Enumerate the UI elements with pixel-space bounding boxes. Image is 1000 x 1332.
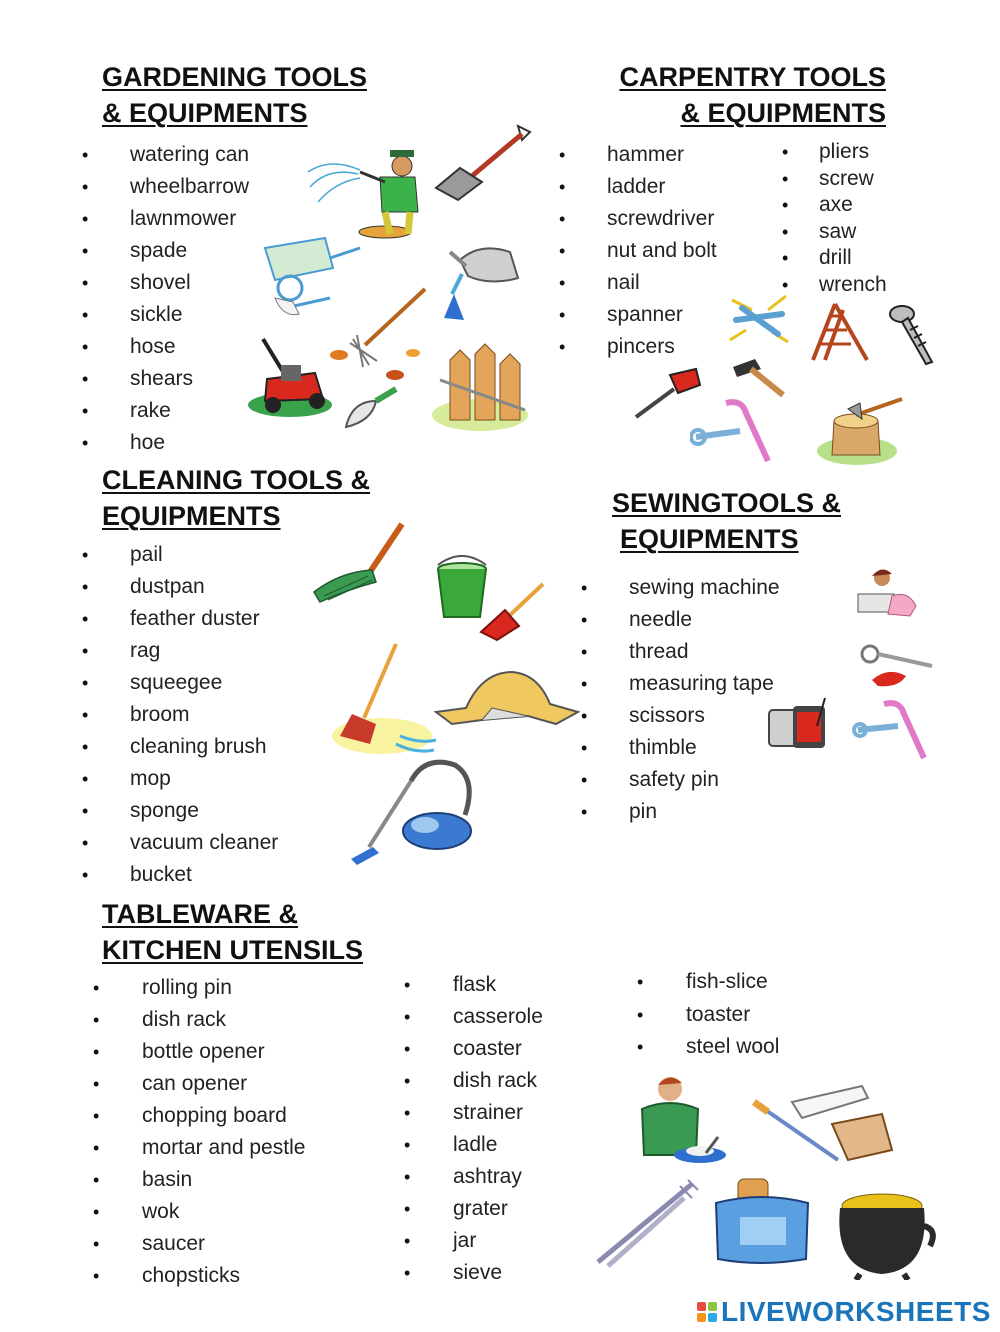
list-item: • strainer: [453, 1097, 543, 1129]
list-item: • screw: [819, 166, 887, 193]
list-item: • toaster: [686, 999, 779, 1032]
list-item: • bottle opener: [142, 1036, 305, 1068]
list-item: • saw: [819, 219, 887, 246]
gardening-title-line2: & EQUIPMENTS: [102, 98, 308, 128]
list-item: • screwdriver: [607, 203, 717, 235]
list-item: • wrench: [819, 272, 887, 299]
list-item: • hose: [130, 331, 249, 363]
dustpan-icon: [475, 580, 547, 642]
list-item: • watering can: [130, 139, 249, 171]
list-item: • sewing machine: [629, 572, 780, 604]
list-item: • vacuum cleaner: [130, 827, 278, 859]
list-item: • thimble: [629, 732, 780, 764]
list-item: • dustpan: [130, 571, 278, 603]
logo-mark-icon: [697, 1302, 717, 1322]
list-item: • dish rack: [453, 1065, 543, 1097]
scissors-icon: [858, 640, 936, 690]
sewing-heading: [612, 485, 841, 557]
list-item: • hoe: [130, 427, 249, 459]
list-item: • spade: [130, 235, 249, 267]
list-item: • sieve: [453, 1257, 543, 1289]
list-item: • sponge: [130, 795, 278, 827]
logo-text: LIVEWORKSHEETS: [721, 1296, 991, 1327]
sewing-machine-icon: [852, 566, 920, 618]
list-item: • ladle: [453, 1129, 543, 1161]
cleaning-title-line1: CLEANING TOOLS &: [102, 465, 371, 495]
kitchen-list-col2: [453, 969, 543, 1289]
list-item: • basin: [142, 1164, 305, 1196]
thread-spool-icon: [765, 696, 835, 752]
list-item: • safety pin: [629, 764, 780, 796]
wrench-icon: [690, 395, 780, 470]
list-item: • can opener: [142, 1068, 305, 1100]
gardening-list: [130, 139, 249, 459]
list-item: • shears: [130, 363, 249, 395]
list-item: • pail: [130, 539, 278, 571]
list-item: • thread: [629, 636, 780, 668]
list-item: • grater: [453, 1193, 543, 1225]
sewing-title-line1: SEWINGTOOLS &: [612, 488, 842, 518]
axe-icon: [812, 385, 907, 467]
list-item: • flask: [453, 969, 543, 1001]
list-item: • drill: [819, 245, 887, 272]
list-item: • cleaning brush: [130, 731, 278, 763]
logo-mark-square: [708, 1302, 717, 1311]
kitchen-list-col3: [686, 966, 779, 1064]
ladder-icon: [805, 300, 875, 362]
list-item: • wheelbarrow: [130, 171, 249, 203]
sewing-list: [629, 572, 780, 828]
gardener-watering-icon: [300, 142, 430, 242]
list-item: • ashtray: [453, 1161, 543, 1193]
list-item: • pliers: [819, 139, 887, 166]
watering-can-icon: [440, 238, 525, 328]
list-item: • feather duster: [130, 603, 278, 635]
list-item: • wok: [142, 1196, 305, 1228]
list-item: • steel wool: [686, 1031, 779, 1064]
list-item: • needle: [629, 604, 780, 636]
logo-mark-square: [708, 1313, 717, 1322]
kitchen-title-line2: KITCHEN UTENSILS: [102, 935, 364, 965]
list-item: • lawnmower: [130, 203, 249, 235]
list-item: • measuring tape: [629, 668, 780, 700]
kitchen-list-col1: [142, 972, 305, 1292]
rag-icon: [432, 668, 580, 728]
logo-mark-square: [697, 1313, 706, 1322]
list-item: • nut and bolt: [607, 235, 717, 267]
screw-icon: [888, 300, 938, 368]
list-item: • nail: [607, 267, 717, 299]
list-item: • broom: [130, 699, 278, 731]
list-item: • shovel: [130, 267, 249, 299]
cleaning-list: [130, 539, 278, 891]
list-item: • mortar and pestle: [142, 1132, 305, 1164]
list-item: • pin: [629, 796, 780, 828]
sewing-title-line2: EQUIPMENTS: [620, 524, 799, 554]
rake-icon: [325, 285, 435, 385]
kitchen-heading: [102, 896, 363, 968]
kitchen-title-line1: TABLEWARE &: [102, 899, 298, 929]
hammer-icon: [725, 355, 790, 400]
list-item: • squeegee: [130, 667, 278, 699]
gardening-heading: [102, 59, 367, 131]
list-item: • hammer: [607, 139, 717, 171]
vacuum-cleaner-icon: [345, 755, 485, 867]
carpentry-list-col1: [607, 139, 717, 363]
list-item: • sickle: [130, 299, 249, 331]
mop-icon: [310, 520, 410, 605]
list-item: • rag: [130, 635, 278, 667]
list-item: • spanner: [607, 299, 717, 331]
list-item: • coaster: [453, 1033, 543, 1065]
list-item: • rolling pin: [142, 972, 305, 1004]
list-item: • chopsticks: [142, 1260, 305, 1292]
nail-icon: [722, 290, 797, 355]
list-item: • fish-slice: [686, 966, 779, 999]
carpentry-title-line2: & EQUIPMENTS: [680, 98, 886, 128]
list-item: • scissors: [629, 700, 780, 732]
liveworksheets-logo[interactable]: [697, 1296, 991, 1328]
list-item: • mop: [130, 763, 278, 795]
list-item: • bucket: [130, 859, 278, 891]
cook-icon: [620, 1075, 735, 1170]
logo-mark-square: [697, 1302, 706, 1311]
measuring-tape-icon: [852, 698, 937, 763]
cutlery-icon: [588, 1176, 700, 1268]
list-item: • jar: [453, 1225, 543, 1257]
toaster-icon: [710, 1175, 814, 1270]
knife-board-icon: [752, 1078, 897, 1170]
list-item: • dish rack: [142, 1004, 305, 1036]
carpentry-list-col2: [819, 139, 887, 299]
list-item: • ladder: [607, 171, 717, 203]
trowel-icon: [342, 385, 402, 435]
carpentry-title-line1: CARPENTRY TOOLS: [619, 62, 886, 92]
fence-icon: [430, 340, 530, 435]
list-item: • chopping board: [142, 1100, 305, 1132]
broom-icon: [330, 640, 440, 758]
spade-icon: [430, 120, 535, 205]
lawnmower-icon: [245, 335, 335, 420]
cauldron-icon: [830, 1190, 938, 1280]
carpentry-heading: [594, 59, 886, 131]
list-item: • axe: [819, 192, 887, 219]
gardening-title-line1: GARDENING TOOLS: [102, 62, 368, 92]
list-item: • pincers: [607, 331, 717, 363]
list-item: • saucer: [142, 1228, 305, 1260]
list-item: • casserole: [453, 1001, 543, 1033]
list-item: • rake: [130, 395, 249, 427]
cleaning-title-line2: EQUIPMENTS: [102, 501, 281, 531]
